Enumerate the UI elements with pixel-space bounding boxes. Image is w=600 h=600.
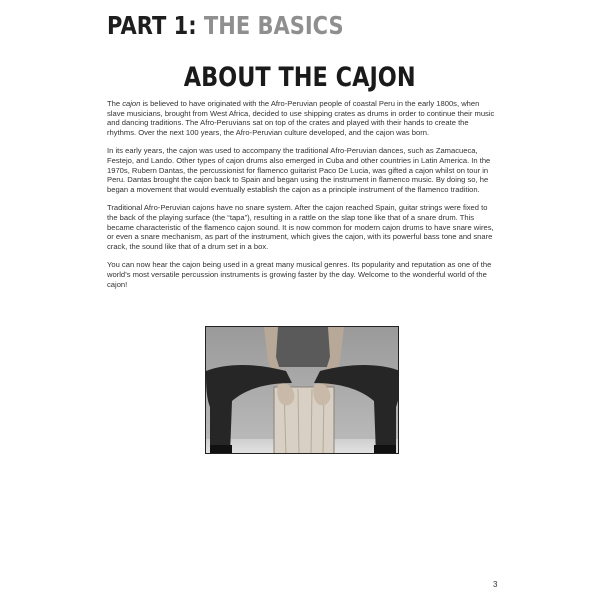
cajon-player-photo bbox=[205, 326, 399, 454]
paragraph-1-lead: The bbox=[107, 99, 121, 108]
page-title-text: ABOUT THE CAJON bbox=[184, 62, 416, 93]
article-body bbox=[107, 99, 499, 298]
page-title bbox=[0, 62, 600, 93]
paragraph-1-rest: is believed to have originated with the Afro-Peruvian people of coastal Peru in the early 1800s, when slave musicians, brought from West Africa, decided to use shipping crates as drums in order to continue their music and dancing traditions. The Afro-Peruvians sat on top of the crates and played with their hands to create the rhythms. Over the next 100 years, the Afro-Peruvian culture developed, and the cajon was born. bbox=[107, 99, 495, 137]
paragraph-2: In its early years, the cajon was used to accompany the traditional Afro-Peruvian dances, such as Zamacueca, Festejo, and Lando. Other types of cajon drums also emerged in Cuba and other countries in Latin America. In the 1970s, Rubern Dantas, the percussionist for flamenco guitarist Paco De Lucia, was gifted a cajon whilst on tour in Peru. Dantas brought the cajon back to Spain and began using the instrument in flamenco music. By doing so, he began a movement that would eventually establish the cajon as a principle instrument of the flamenco tradition. bbox=[107, 146, 491, 194]
part-heading bbox=[107, 11, 344, 40]
paragraph-4: You can now hear the cajon being used in a great many musical genres. Its popularity and reputation as one of the world’s most versatile percussion instruments is growing faster by the day. Welcome to the wonderful world of the cajon! bbox=[107, 260, 492, 289]
cajon-word: cajon bbox=[122, 99, 141, 108]
part-title: THE BASICS bbox=[203, 11, 344, 40]
page-number: 3 bbox=[493, 580, 498, 589]
paragraph-1 bbox=[107, 99, 499, 137]
part-number: PART 1: bbox=[107, 11, 197, 40]
paragraph-3: Traditional Afro-Peruvian cajons have no snare system. After the cajon reached Spain, guitar strings were fixed to the back of the playing surface (the “tapa”), resulting in a rattle on the slap tone like that of a snare drum. This became characteristic of the flamenco cajon sound. It is now common for modern cajon drums to have snare wires, or even a snare mechanism, as part of the instrument, which gives the cajon, with its powerful bass tone and snare crack, the sound like that of a drum set in a box. bbox=[107, 203, 494, 251]
